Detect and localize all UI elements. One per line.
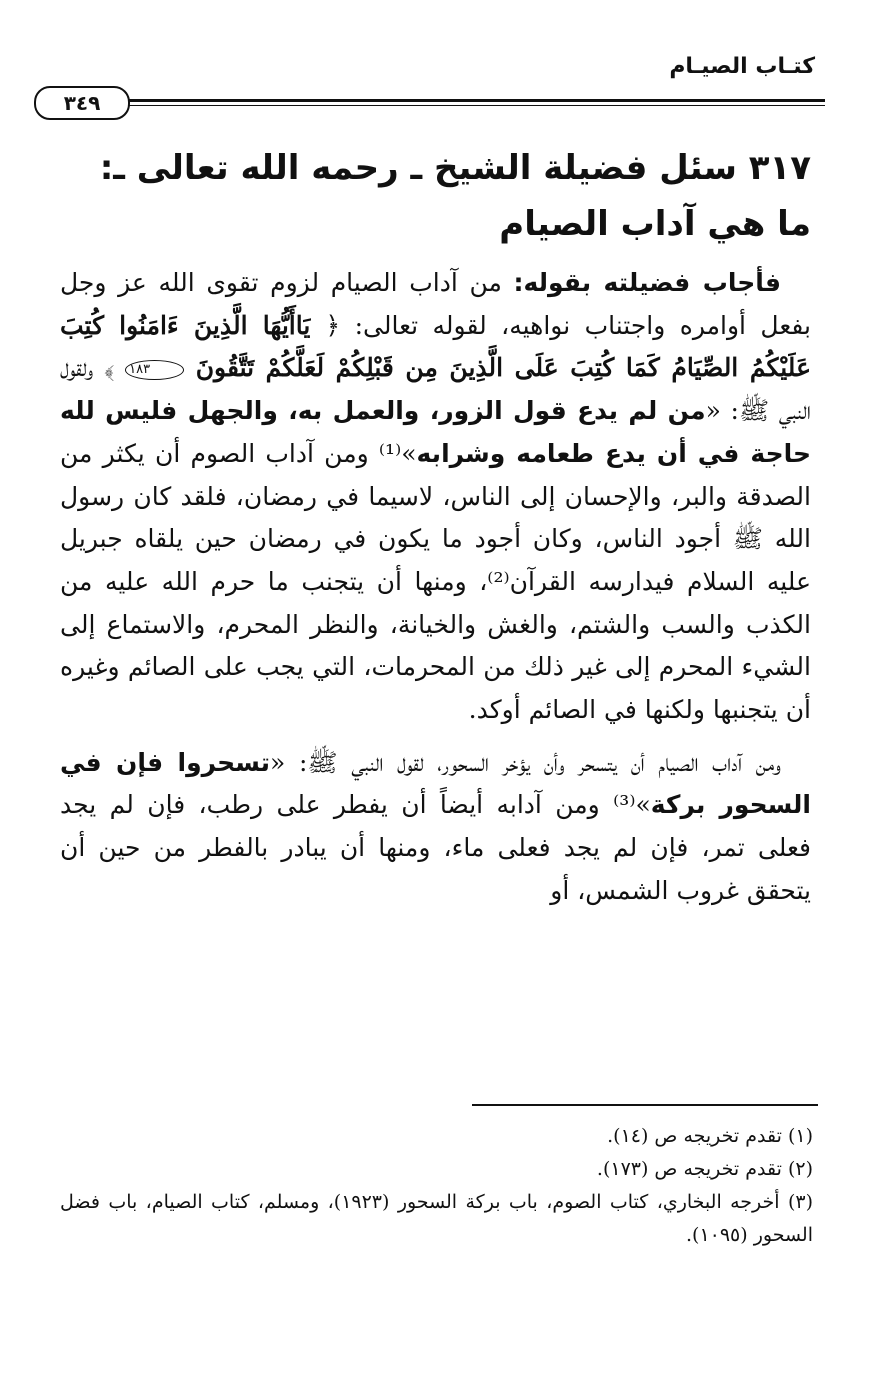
text-run: ، ومنها أن يتجنب ما حرم الله عليه من الكذب والسب والشتم، والغش والخيانة، والنظر المحرم، والاستماع إلى الشيء المحرم إلى غير ذلك من المحرمات، التي يجب على الصائم وغيره أن يتجنبها ولكنها في الصائم أوكد. — [60, 566, 811, 725]
text-run: من آداب الصيام لزوم تقوى الله عز وجل بفعل أوامره واجتناب نواهيه، لقوله تعالى: ﴿ — [60, 268, 811, 340]
hadith-quote: تسحروا فإن في السحور بركة — [60, 747, 812, 820]
question-heading: ٣١٧ سئل فضيلة الشيخ ـ رحمه الله تعالى ـ: ما هي آداب الصيام — [99, 148, 811, 244]
hadith-quote: من لم يدع قول الزور، والعمل به، والجهل فليس لله حاجة في أن يدع طعامه وشرابه — [60, 396, 811, 468]
answer-body — [60, 262, 811, 913]
text-run: ومن آداب الصوم أن يكثر من الصدقة والبر، والإحسان إلى الناس، لاسيما في رمضان، فلقد كان رسول الله ﷺ أجود الناس، وكان أجود ما يكون في رمضان حين يلقاه جبريل عليه السلام فيدارسه القرآن — [60, 438, 811, 596]
text-run: ومن آدابه أيضاً أن يفطر على رطب، فإن لم يجد فعلى تمر، فإن لم يجد فعلى ماء، ومنها أن يبادر بالفطر من حين أن يتحقق غروب الشمس، أو — [60, 790, 811, 905]
page-number: ٣٤٩ — [34, 86, 130, 120]
text-run: ومن آداب الصيام أن يتسحر وأن يؤخر السحور، لقول النبي ﷺ: « — [270, 747, 781, 777]
footnote-separator — [472, 1104, 818, 1106]
header-rule — [34, 92, 825, 116]
footnote-ref-1: »⁽¹⁾ — [378, 438, 417, 468]
header-rule-thick — [122, 99, 825, 102]
answer-paragraph-2 — [60, 742, 811, 913]
quran-verse: يَاأَيُّهَا الَّذِينَ ءَامَنُوا كُتِبَ عَلَيْكُمُ الصِّيَامُ كَمَا كُتِبَ عَلَى الَّذِينَ مِن قَبْلِكُمْ لَعَلَّكُمْ تَتَّقُونَ — [60, 310, 812, 383]
header-rule-thin — [122, 105, 825, 106]
footnote-ref-3: »⁽³⁾ — [613, 790, 651, 820]
footnotes — [60, 1120, 813, 1252]
ayah-number: ١٨٣ — [125, 360, 184, 380]
running-title: كتـاب الصيـام — [669, 54, 815, 79]
footnote-1: (١) تقدم تخريجه ص (١٤). — [607, 1125, 813, 1147]
text-run: ﴾ ولقول النبي ﷺ: « — [60, 353, 811, 426]
answer-lead: فأجاب فضيلته بقوله: — [513, 268, 781, 297]
answer-paragraph-1 — [60, 262, 811, 732]
footnote-3: (٣) أخرجه البخاري، كتاب الصوم، باب بركة السحور (١٩٢٣)، ومسلم، كتاب الصيام، باب فضل السحور (١٠٩٥). — [60, 1191, 813, 1246]
footnote-2: (٢) تقدم تخريجه ص (١٧٣). — [596, 1158, 813, 1180]
footnote-ref-2: ⁽²⁾ — [487, 566, 510, 596]
